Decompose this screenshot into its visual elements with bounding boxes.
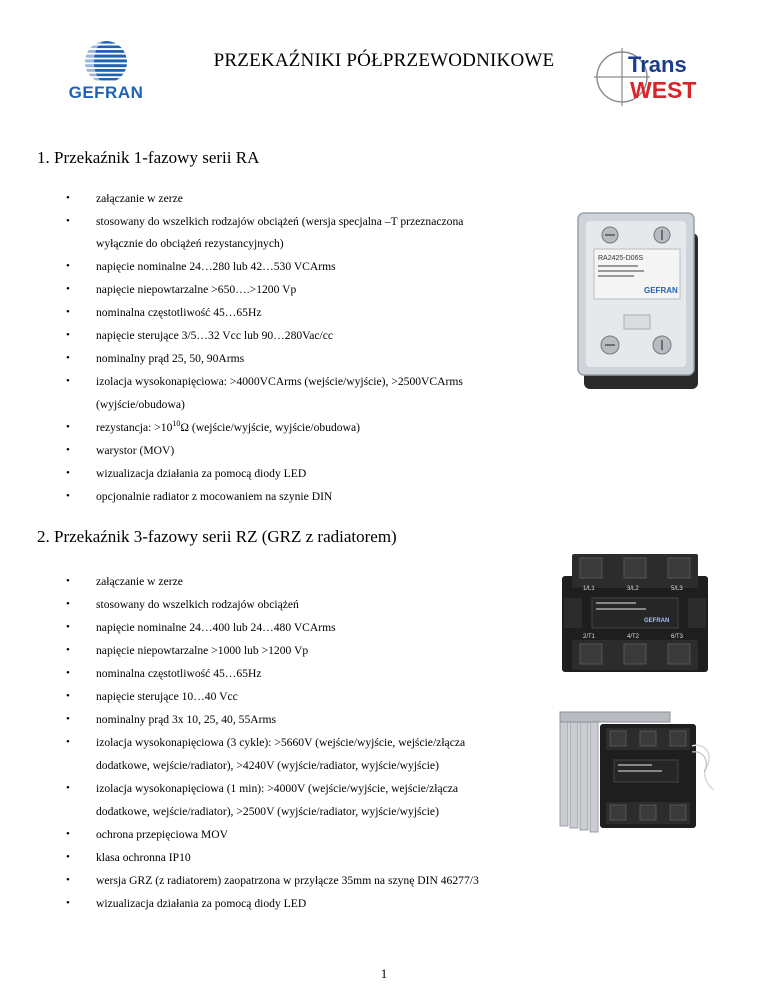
list-item: • napięcie nominalne 24…400 lub 24…480 VCArms xyxy=(66,616,536,639)
list-item: • nominalny prąd 25, 50, 90Arms xyxy=(66,347,536,370)
list-item: • załączanie w zerze xyxy=(66,187,536,210)
rz-terminal-label: 1/L1 xyxy=(583,586,595,592)
section-2-list xyxy=(66,570,536,915)
ra-model-label: RA2425-D06S xyxy=(598,255,644,262)
list-item: • nominalna częstotliwość 45…65Hz xyxy=(66,662,536,685)
ra-brand-label: GEFRAN xyxy=(644,286,678,295)
list-item: • wizualizacja działania za pomocą diody LED xyxy=(66,892,536,915)
list-item xyxy=(66,416,536,439)
resistance-text: rezystancja: >10 xyxy=(96,421,173,434)
list-item: • opcjonalnie radiator z mocowaniem na szynie DIN xyxy=(66,485,536,508)
section-2-heading: 2. Przekaźnik 3-fazowy serii RZ (GRZ z radiatorem) xyxy=(37,527,397,546)
transwest-trans-text: Trans xyxy=(628,52,687,77)
list-item-continuation: wyłącznie do obciążeń rezystancyjnych) xyxy=(96,237,284,250)
list-item-continuation: dodatkowe, wejście/radiator), >2500V (wyjście/radiator, wyjście/wyjście) xyxy=(96,805,439,818)
gefran-wordmark: GEFRAN xyxy=(68,83,144,102)
ra-relay-image xyxy=(564,205,712,390)
section-1-heading: 1. Przekaźnik 1-fazowy serii RA xyxy=(37,148,260,167)
list-item: • stosowany do wszelkich rodzajów obciążeń xyxy=(66,593,536,616)
rz-terminal-label: 5/L3 xyxy=(671,586,683,592)
list-item: • napięcie sterujące 3/5…32 Vcc lub 90…280Vac/cc xyxy=(66,324,536,347)
transwest-west-text: WEST xyxy=(630,77,697,103)
list-item-continuation: (wyjście/obudowa) xyxy=(96,398,185,411)
gefran-logo xyxy=(52,40,160,102)
list-item: • napięcie nominalne 24…280 lub 42…530 VCArms xyxy=(66,255,536,278)
page-number: 1 xyxy=(380,966,388,981)
rz-terminal-label: 2/T1 xyxy=(583,634,596,640)
list-item: • izolacja wysokonapięciowa (3 cykle): >5660V (wejście/wyjście, wejście/złącza xyxy=(66,731,536,754)
rz-relay-image xyxy=(556,546,714,678)
list-item: • izolacja wysokonapięciowa (1 min): >4000V (wejście/wyjście, wejście/złącza xyxy=(66,777,536,800)
list-item: • ochrona przepięciowa MOV xyxy=(66,823,536,846)
list-item: • izolacja wysokonapięciowa: >4000VCArms (wejście/wyjście), >2500VCArms xyxy=(66,370,536,393)
list-item: • napięcie sterujące 10…40 Vcc xyxy=(66,685,536,708)
list-item: • wersja GRZ (z radiatorem) zaopatrzona w przyłącze 35mm na szynę DIN 46277/3 xyxy=(66,869,536,892)
rz-terminal-label: 4/T2 xyxy=(627,634,640,640)
grz-relay-radiator-image xyxy=(556,706,716,836)
rz-terminal-label: 6/T3 xyxy=(671,634,684,640)
list-item: • klasa ochronna IP10 xyxy=(66,846,536,869)
list-item: • nominalna częstotliwość 45…65Hz xyxy=(66,301,536,324)
list-item: • wizualizacja działania za pomocą diody LED xyxy=(66,462,536,485)
list-item: • nominalny prąd 3x 10, 25, 40, 55Arms xyxy=(66,708,536,731)
list-item: • napięcie niepowtarzalne >650….>1200 Vp xyxy=(66,278,536,301)
document-title: PRZEKAŹNIKI PÓŁPRZEWODNIKOWE xyxy=(213,50,555,71)
rz-brand-label: GEFRAN xyxy=(644,618,670,624)
list-item: • napięcie niepowtarzalne >1000 lub >1200 Vp xyxy=(66,639,536,662)
list-item-continuation: dodatkowe, wejście/radiator), >4240V (wyjście/radiator, wyjście/wyjście) xyxy=(96,759,439,772)
transwest-logo xyxy=(594,46,712,108)
list-item: • załączanie w zerze xyxy=(66,570,536,593)
list-item: • stosowany do wszelkich rodzajów obciążeń (wersja specjalna –T przeznaczona xyxy=(66,210,536,233)
resistance-unit-text: Ω (wejście/wyjście, wyjście/obudowa) xyxy=(180,421,360,434)
resistance-exponent: 10 xyxy=(172,419,181,429)
rz-terminal-label: 3/L2 xyxy=(627,586,639,592)
section-1-list xyxy=(66,187,536,508)
list-item: • warystor (MOV) xyxy=(66,439,536,462)
